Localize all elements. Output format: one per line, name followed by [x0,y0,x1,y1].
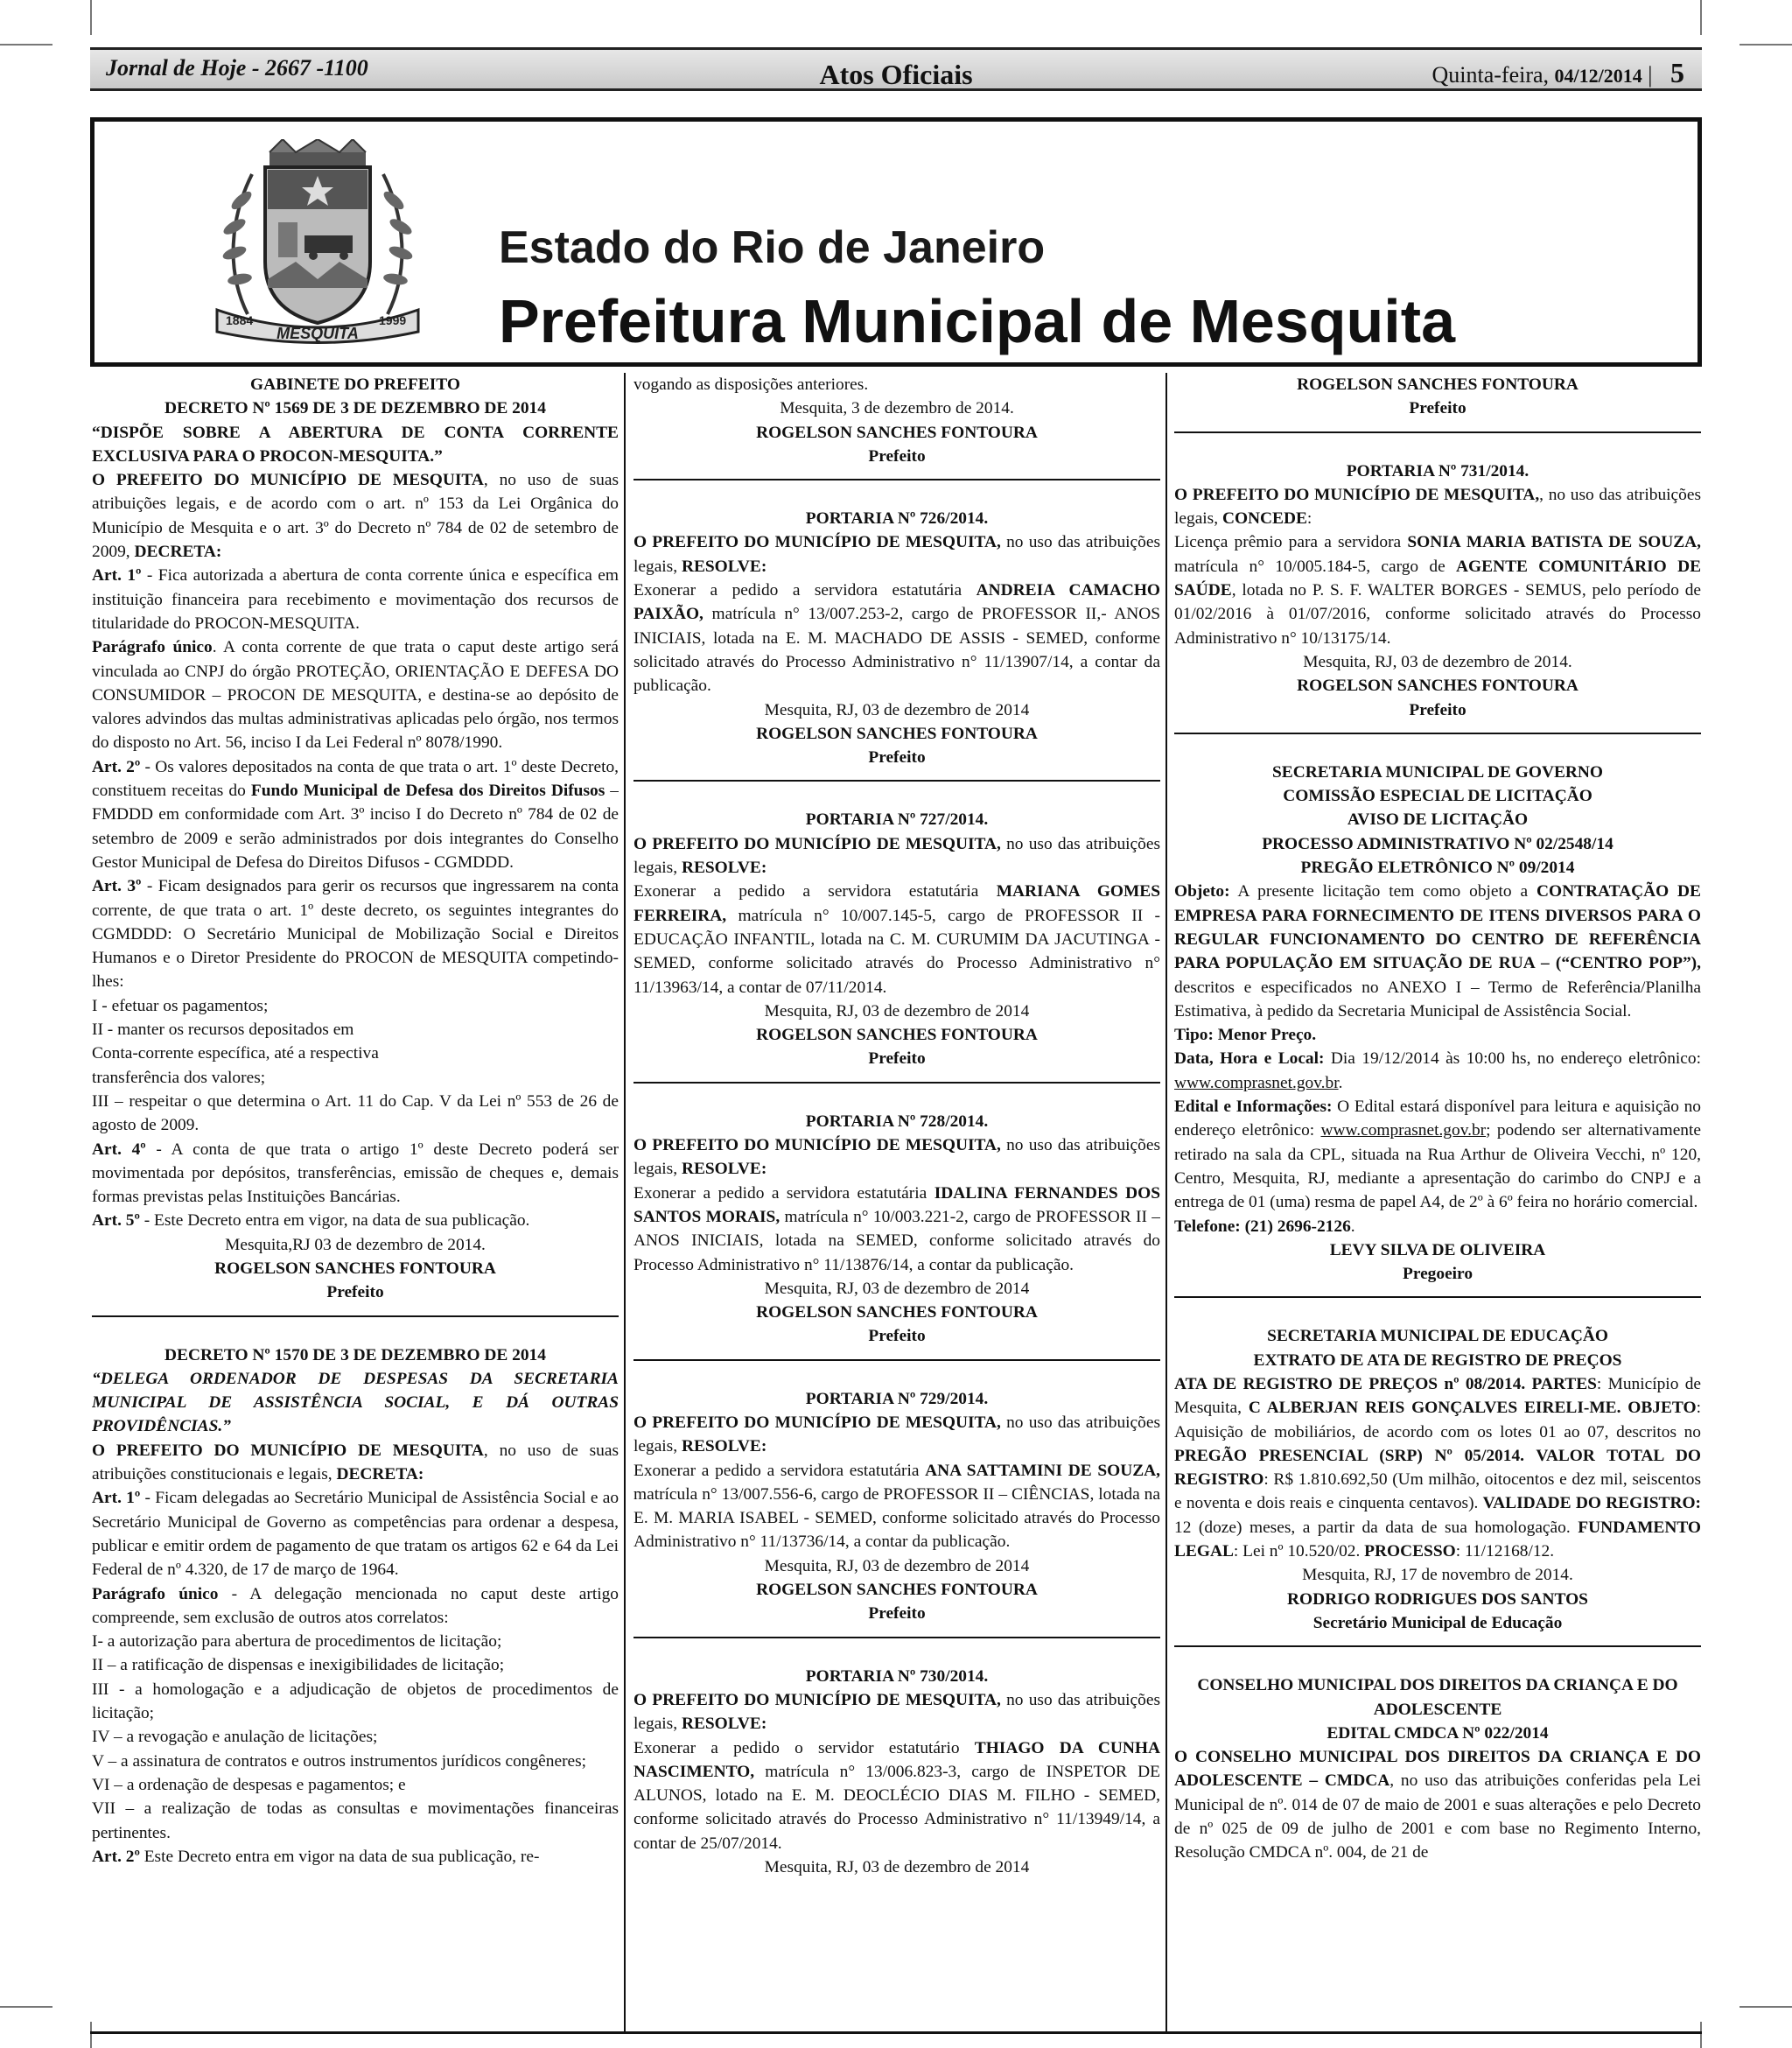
comprasnet-link[interactable]: www.comprasnet.gov.br [1320,1121,1487,1140]
body-text: : Lei nº 10.520/02. [1233,1542,1365,1561]
art-text: - A conta de que trata o artigo 1º deste Decreto poderá ser movimentada por depósitos, transferências, emissão de cheques e, demais formas previstas pelas Instituições Bancárias. [92,1140,619,1207]
section-divider [634,1082,1160,1084]
licitacao-heading: AVISO DE LICITAÇÃO [1347,810,1529,830]
servant-name: IDALINA FERNANDES DOS SANTOS MORAIS, [634,1183,1160,1226]
body-text: Exonerar a pedido a servidora estatutária [634,882,997,901]
body-text: : Aquisição de mobiliários, de acordo com os lotes 01 ao 07, descritos no [1174,1399,1701,1441]
comprasnet-link[interactable]: www.comprasnet.gov.br [1174,1073,1339,1092]
body-text: , no uso das atribuições conferidas pela Lei Municipal de nº. 014 de 07 de maio de 2001 e suas alterações e pelo Decreto de nº 025 de 09 de julho de 2001 e com base no Regimento Interno, Resolução CMDCA nº. 004, de 21 de [1174,1771,1701,1862]
decree-1569-ementa: “DISPÕE SOBRE A ABERTURA DE CONTA CORRENTE EXCLUSIVA PARA O PROCON-MESQUITA.” [92,423,619,466]
opening: O PREFEITO DO MUNICÍPIO DE MESQUITA, [634,1136,1001,1155]
newspaper-page [90,47,1702,2017]
body-text: : Município de Mesquita, [1174,1374,1701,1418]
art-text: Este Decreto entra em vigor na data de sua publicação, re- [139,1847,540,1866]
prefeitura-title: Prefeitura Municipal de Mesquita [499,287,1455,355]
validade-label: VALIDADE DO REGISTRO: [1482,1494,1701,1513]
portaria-date: Mesquita, RJ, 03 de dezembro de 2014 [764,1556,1030,1575]
opening-text: no uso das atribuições legais, [634,533,1160,576]
opening: O PREFEITO DO MUNICÍPIO DE MESQUITA, [1174,485,1540,504]
licitacao-phone [1174,1215,1701,1238]
decree-date: Mesquita,RJ 03 de dezembro de 2014. [225,1235,486,1254]
body-text: Exonerar a pedido a servidora estatutária [634,1183,934,1203]
crop-mark [0,44,52,46]
body-text: 12 (doze) meses, a partir da data de sua homologação. [1174,1518,1578,1537]
cmdca-edital-title: EDITAL CMDCA Nº 022/2014 [1326,1723,1549,1743]
body-text: Exonerar a pedido o servidor estatutário [634,1738,975,1757]
art-label: Parágrafo único [92,638,213,657]
list-item: Conta-corrente específica, até a respectiva [92,1044,379,1063]
decree-1569-art3 [92,874,619,993]
body-text: matrícula n° 13/007.253-2, cargo de PROFESSOR II,- ANOS INICIAIS, lotada na E. M. MACHADO DE ASSIS - SEMED, conforme solicitado através do Processo Administrativo n° 11/13907/14, a contar da publicação. [634,605,1160,696]
cmdca-name: O CONSELHO MUNICIPAL DOS DIREITOS DA CRIANÇA E DO ADOLESCENTE – CMDCA [1174,1748,1701,1791]
signer-title: Prefeito [326,1283,384,1302]
licitacao-object [1174,880,1701,1023]
licitacao-heading: PROCESSO ADMINISTRATIVO Nº 02/2548/14 [1262,834,1614,853]
signer-title: Prefeito [1409,700,1466,719]
art-text: - A delegação mencionada no caput deste artigo compreende, sem exclusão de outros atos correlatos: [92,1584,619,1627]
section-divider [1174,733,1701,734]
crop-mark [90,0,92,35]
signer-title: Prefeito [868,748,926,768]
education-heading: EXTRATO DE ATA DE REGISTRO DE PREÇOS [1253,1350,1622,1370]
body-text: , lotada no P. S. F. WALTER BORGES - SEMUS, pelo período de 01/02/2016 à 01/07/2016, conforme solicitado através do Processo Administrativo n° 10/13175/14. [1174,581,1701,648]
body-text: matrícula n° 10/005.184-5, cargo de [1174,557,1457,576]
header-date: Quinta-feira, 04/12/2014 | 5 [1432,57,1684,88]
portaria-726-body [634,579,1160,698]
date: 04/12/2014 [1554,65,1642,87]
portaria-728-body [634,1182,1160,1277]
body-text: Exonerar a pedido a servidora estatutária [634,581,976,600]
portaria-728-title: PORTARIA Nº 728/2014. [805,1112,989,1131]
fund-name: Fundo Municipal de Defesa dos Direitos Difusos [250,782,606,801]
phone: Telefone: (21) 2696-2126 [1174,1217,1351,1236]
crop-mark [1700,0,1702,35]
body-text: O Edital estará disponível para leitura e aquisição no endereço eletrônico: [1174,1098,1701,1140]
section-divider [634,1359,1160,1361]
body-text: matrícula n° 10/003.221-2, cargo de PROFESSOR II – ANOS INICIAIS, lotada na SEMED, conforme solicitado através do Processo Administrativo n° 11/13876/14, a contar da publicação. [634,1207,1160,1274]
decree-1570-paragraph [92,1582,619,1631]
portaria-729-intro [634,1411,1160,1459]
portaria-727-title: PORTARIA Nº 727/2014. [805,810,989,830]
servant-name: ANDREIA CAMACHO PAIXÃO, [634,581,1160,624]
signer-title: Secretário Municipal de Educação [1312,1613,1563,1632]
list-item: II - manter os recursos depositados em [92,1020,354,1040]
signer-name: ROGELSON SANCHES FONTOURA [756,724,1038,743]
body-text: ; podendo ser alternativamente retirado na sala da CPL, situada na Rua Arthur de Oliveira Vecchi, nº 120, Centro, Mesquita, RJ, mediante a apresentação do carimbo do CNPJ e a entrega de 01 (uma) resma de papel A4, de 2º à 6º feira no horário comercial. [1174,1121,1701,1212]
crop-mark [0,2006,52,2008]
portaria-731-intro: O PREFEITO DO MUNICÍPIO DE MESQUITA,, no uso das atribuições legais, CONCEDE: [1174,485,1701,529]
section-divider [92,1315,619,1317]
decree-1570-ementa: “DELEGA ORDENADOR DE DESPESAS DA SECRETARIA MUNICIPAL DE ASSISTÊNCIA SOCIAL, E DÁ OUTRAS PROVIDÊNCIAS.” [92,1369,619,1436]
list-item: VII – a realização de todas as consultas e movimentações financeiras pertinentes. [92,1799,619,1842]
licitacao-edital [1174,1095,1701,1214]
state-title: Estado do Rio de Janeiro [499,222,1046,273]
body-text: matrícula n° 13/007.556-6, cargo de PROFESSOR II – CIÊNCIAS, lotada na E. M. MARIA ISABEL - SEMED, conforme solicitado através do Processo Administrativo n° 11/13736/14, a contar da publicação. [634,1484,1160,1552]
portaria-729-body [634,1459,1160,1554]
portaria-727-body [634,880,1160,999]
ata-date: Mesquita, RJ, 17 de novembro de 2014. [1302,1566,1573,1585]
section-divider [634,1637,1160,1638]
art-label: Art. 2º [92,757,141,776]
processo-label: PROCESSO [1364,1542,1456,1561]
art-label: Art. 3º [92,877,142,896]
opening: O PREFEITO DO MUNICÍPIO DE MESQUITA, [634,533,1001,552]
servant-name: THIAGO DA CUNHA NASCIMENTO, [634,1738,1160,1781]
signer-title: Prefeito [868,446,926,466]
opening-text: no uso das atribuições legais, [634,1690,1160,1734]
section-divider [634,479,1160,480]
resolve-label: RESOLVE: [681,557,767,576]
art-label: Art. 1º [92,1489,141,1508]
body-text: Exonerar a pedido a servidora estatutária [634,1461,926,1480]
ata-body [1174,1372,1701,1563]
decree-1569-intro [92,468,619,564]
crop-mark [1740,2006,1792,2008]
art-label: Art. 4º [92,1140,146,1159]
crop-mark [1740,44,1792,46]
opening-text: no uso das atribuições legais, [634,834,1160,878]
art-text: - Este Decreto entra em vigor, na data de sua publicação. [139,1211,530,1231]
portaria-727-intro [634,832,1160,880]
decree-1569-art4 [92,1138,619,1210]
column-1 [92,373,619,2031]
decree-1569-art1 [92,564,619,635]
decree-1569-title: DECRETO Nº 1569 DE 3 DE DEZEMBRO DE 2014 [164,399,546,418]
body-text: Licença prêmio para a servidora [1174,533,1408,552]
list-item: V – a assinatura de contratos e outros instrumentos jurídicos congêneres; [92,1751,587,1771]
signer-name: ROGELSON SANCHES FONTOURA [1297,375,1578,394]
portaria-731-body [1174,530,1701,649]
portaria-date: Mesquita, RJ, 03 de dezembro de 2014 [764,1858,1030,1877]
decree-1570-intro [92,1439,619,1487]
licitacao-date [1174,1047,1701,1095]
intro-text: , no uso de suas atribuições constitucionais e legais, [92,1441,619,1484]
resolve-label: RESOLVE: [681,859,767,878]
weekday: Quinta-feira, [1432,62,1550,88]
opening: O PREFEITO DO MUNICÍPIO DE MESQUITA, [634,834,1001,853]
list-item: III - a homologação e a adjudicação de objetos de procedimentos de licitação; [92,1680,619,1723]
signer-name: LEVY SILVA DE OLIVEIRA [1329,1240,1546,1259]
cmdca-body [1174,1745,1701,1864]
resolve-label: RESOLVE: [681,1715,767,1734]
cmdca-heading: CONSELHO MUNICIPAL DOS DIREITOS DA CRIANÇA E DO ADOLESCENTE [1197,1676,1678,1719]
company-name: C ALBERJAN REIS GONÇALVES EIRELI-ME. OBJETO [1248,1399,1697,1418]
label: Objeto: [1174,882,1230,901]
mesquita-coat-of-arms [208,139,427,354]
decree-1570-art1 [92,1486,619,1582]
resolve-label: RESOLVE: [681,1160,767,1179]
label: Data, Hora e Local: [1174,1049,1325,1069]
fundamento-label: FUNDAMENTO LEGAL [1174,1518,1701,1561]
journal-name: Jornal de Hoje - 2667 -1100 [106,55,368,81]
list-item: I - efetuar os pagamentos; [92,996,269,1015]
portaria-726-title: PORTARIA Nº 726/2014. [805,509,989,529]
body-text: Dia 19/12/2014 às 10:00 hs, no endereço eletrônico: [1324,1049,1701,1069]
art-text: - Ficam delegadas ao Secretário Municipal de Assistência Social e ao Secretário Municipal de Governo as competências para ordenar a despesa, publicar e emitir ordem de pagamento de que tratam os artigos 62 e 64 da Lei Federal de nº 4.320, de 17 de março de 1964. [92,1489,619,1580]
portaria-726-intro [634,530,1160,579]
portaria-date: Mesquita, RJ, 03 de dezembro de 2014 [764,700,1030,719]
prefeitura-banner [90,117,1702,367]
portaria-date: Mesquita, RJ, 03 de dezembro de 2014. [1303,652,1572,671]
continuation-text: vogando as disposições anteriores. [634,375,869,394]
art-text: - Os valores depositados na conta de que trata o art. 1º deste Decreto, constituem receitas do [92,757,619,801]
servant-role: AGENTE COMUNITÁRIO DE SAÚDE [1174,557,1701,600]
list-item: VI – a ordenação de despesas e pagamentos; e [92,1775,406,1794]
art-label: Art. 1º [92,566,142,586]
portaria-731-title: PORTARIA Nº 731/2014. [1346,461,1530,480]
pregao-label: PREGÃO PRESENCIAL (SRP) Nº 05/2014. VALOR TOTAL DO REGISTRO [1174,1446,1701,1490]
office-heading: GABINETE DO PREFEITO [250,375,460,394]
decreta-label: DECRETA: [134,543,222,562]
portaria-730-intro [634,1688,1160,1736]
crest-name: MESQUITA [276,325,359,342]
body-text: : R$ 1.810.692,50 (Um milhão, oitocentos e dez mil, seiscentos e noventa e dois reais e cinquenta centavos). [1174,1470,1701,1513]
signer-title: Prefeito [1409,399,1466,418]
signer-name: ROGELSON SANCHES FONTOURA [756,1581,1038,1600]
continuation-date: Mesquita, 3 de dezembro de 2014. [780,399,1014,418]
signer-name: ROGELSON SANCHES FONTOURA [756,423,1038,442]
licitacao-type: Tipo: Menor Preço. [1174,1026,1317,1045]
intro-bold: O PREFEITO DO MUNICÍPIO DE MESQUITA [92,1441,484,1460]
decreta-label: DECRETA: [336,1465,424,1484]
decree-1570-title: DECRETO Nº 1570 DE 3 DE DEZEMBRO DE 2014 [164,1345,546,1364]
opening-text: , no uso das atribuições legais, [1174,485,1701,529]
servant-name: ANA SATTAMINI DE SOUZA, [925,1461,1160,1480]
portaria-729-title: PORTARIA Nº 729/2014. [805,1389,989,1408]
signer-name: ROGELSON SANCHES FONTOURA [756,1303,1038,1322]
opening-text: no uso das atribuições legais, [634,1413,1160,1456]
portaria-date: Mesquita, RJ, 03 de dezembro de 2014 [764,1279,1030,1298]
signer-title: Prefeito [868,1327,926,1346]
body-text: descritos e especificados no ANEXO I – Termo de Referência/Planilha Estimativa, à pedido da Secretaria Municipal de Assistência Social. [1174,978,1701,1020]
signer-name: RODRIGO RODRIGUES DOS SANTOS [1287,1589,1588,1609]
intro-text: , no uso de suas atribuições legais, e de acordo com o art. nº 153 da Lei Orgânica do Município de Mesquita e o art. 3º do Decreto nº 784 de 02 de setembro de 2009, [92,471,619,562]
art-label: Parágrafo único [92,1584,219,1603]
list-item: III – respeitar o que determina o Art. 11 do Cap. V da Lei nº 553 de 26 de agosto de 2009. [92,1091,619,1135]
servant-name: MARIANA GOMES FERREIRA, [634,882,1160,925]
decree-1569-paragraph [92,635,619,754]
column-3 [1174,373,1701,2031]
section-divider [1174,1645,1701,1647]
art-text: . A conta corrente de que trata o caput deste artigo será vinculada ao CNPJ do órgão PROTEÇÃO, ORIENTAÇÃO E DEFESA DO CONSUMIDOR – PROCON DE MESQUITA, e destina-se ao depósito de valores advindos das multas administrativas aplicadas pelo órgão, nos termos do disposto no Art. 56, inciso I da Lei Federal nº 8078/1990. [92,638,619,753]
body-text: A presente licitação tem como objeto a [1229,882,1536,901]
label: Edital e Informações: [1174,1098,1333,1117]
ata-label: ATA DE REGISTRO DE PREÇOS nº 08/2014. PARTES [1174,1374,1597,1393]
section-divider [1174,431,1701,433]
art-text: - Fica autorizada a abertura de conta corrente única e específica em instituição financeira para recebimento e movimentação dos recursos de titularidade do PROCON-MESQUITA. [92,566,619,633]
servant-name: SONIA MARIA BATISTA DE SOUZA, [1407,533,1701,552]
art-text: - Ficam designados para gerir os recursos que ingressarem na conta corrente, de que trata o art. 1º deste decreto, os seguintes integrantes do CGMDDD: O Secretário Municipal de Mobilização Social e Direitos Humanos e o Diretor Presidente do PROCON de MESQUITA competindo-lhes: [92,877,619,992]
resolve-label: RESOLVE: [681,1437,767,1456]
licitacao-heading: SECRETARIA MUNICIPAL DE GOVERNO [1272,762,1603,782]
opening-text: no uso das atribuições legais, [634,1136,1160,1179]
body-text: : 11/12168/12. [1455,1542,1555,1561]
signer-title: Prefeito [868,1049,926,1069]
list-item: I- a autorização para abertura de procedimentos de licitação; [92,1632,502,1652]
list-item: transferência dos valores; [92,1068,266,1087]
section-title: Atos Oficiais [819,59,973,90]
art-label: Art. 5º [92,1211,140,1231]
column-divider [624,373,626,2031]
portaria-date: Mesquita, RJ, 03 de dezembro de 2014 [764,1001,1030,1020]
signer-title: Prefeito [868,1604,926,1624]
opening: O PREFEITO DO MUNICÍPIO DE MESQUITA, [634,1413,1001,1432]
education-heading: SECRETARIA MUNICIPAL DE EDUCAÇÃO [1267,1327,1608,1346]
licitacao-heading: COMISSÃO ESPECIAL DE LICITAÇÃO [1283,787,1592,806]
portaria-728-intro [634,1133,1160,1182]
crest-year-left: 1884 [226,313,254,327]
art-label: Art. 2º [92,1847,140,1866]
section-divider [1174,1296,1701,1298]
concede-label: CONCEDE [1222,509,1307,529]
signer-name: ROGELSON SANCHES FONTOURA [756,1026,1038,1045]
signer-name: ROGELSON SANCHES FONTOURA [1297,677,1578,696]
punctuation: . [1350,1217,1355,1236]
page-number: 5 [1670,57,1684,88]
column-divider [1166,373,1167,2031]
decree-1569-art2 [92,755,619,874]
page-header-bar [90,47,1702,91]
decree-1570-art2 [92,1845,619,1869]
art-text: – FMDDD em conformidade com Art. 3º inciso I do Decreto nº 784 de 02 de setembro de 2009 e serão administrados por dois integrantes do Conselho Gestor Municipal de Defesa do Direitos Difusos - CGMDDD. [92,782,619,872]
intro-bold: O PREFEITO DO MUNICÍPIO DE MESQUITA [92,471,484,490]
body-text: matrícula n° 10/007.145-5, cargo de PROFESSOR II - EDUCAÇÃO INFANTIL, lotada na C. M. CURUMIM DA JACUTINGA - SEMED, conforme solicitado através do Processo Administrativo n° 11/13963/14, a contar de 07/11/2014. [634,906,1160,997]
list-item: II – a ratificação de dispensas e inexigibilidades de licitação; [92,1656,505,1675]
portaria-730-title: PORTARIA Nº 730/2014. [805,1666,989,1686]
crest-year-right: 1999 [379,313,407,327]
object-description: CONTRATAÇÃO DE EMPRESA PARA FORNECIMENTO DE ITENS DIVERSOS PARA O REGULAR FUNCIONAMENTO DO CENTRO DE REFERÊNCIA PARA POPULAÇÃO EM SITUAÇÃO DE RUA – (“CENTRO POP”), [1174,882,1701,973]
bottom-rule [90,2031,1702,2034]
column-2 [634,373,1160,2031]
signer-name: ROGELSON SANCHES FONTOURA [214,1259,496,1278]
licitacao-heading: PREGÃO ELETRÔNICO Nº 09/2014 [1300,859,1575,878]
decree-1569-art5 [92,1209,619,1232]
list-item: IV – a revogação e anulação de licitações; [92,1728,378,1747]
signer-title: Pregoeiro [1402,1265,1474,1284]
punctuation: . [1338,1073,1343,1092]
opening: O PREFEITO DO MUNICÍPIO DE MESQUITA, [634,1690,1001,1709]
section-divider [634,780,1160,782]
portaria-730-body [634,1736,1160,1855]
body-text: matrícula n° 13/006.823-3, cargo de INSPETOR DE ALUNOS, lotado na E. M. DEOCLÉCIO DIAS M. FILHO - SEMED, conforme solicitado através do Processo Administrativo n° 11/13949/14, a contar de 25/07/2014. [634,1762,1160,1853]
